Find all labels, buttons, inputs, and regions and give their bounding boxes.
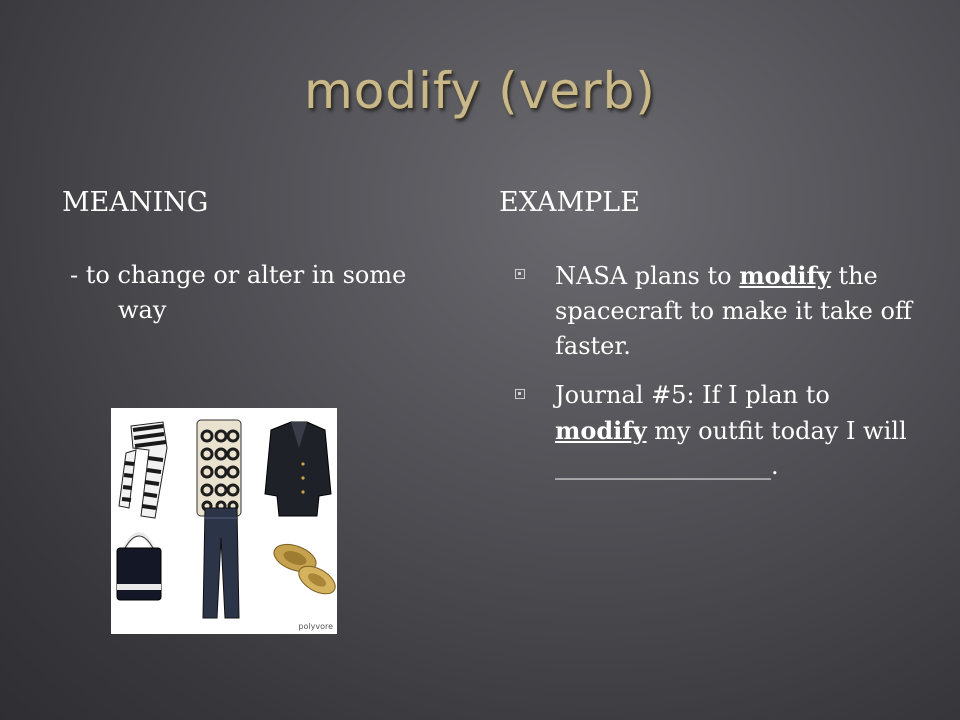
slide-title: modify (verb) <box>304 62 656 120</box>
patterned-top-icon <box>197 420 241 516</box>
tote-bag-icon <box>117 534 161 600</box>
example-text-pre: Journal #5: If I plan to <box>555 381 830 409</box>
outfit-collage-image <box>111 408 337 634</box>
example-item <box>515 378 915 484</box>
meaning-line-2: way <box>118 296 167 324</box>
example-keyword: modify <box>739 261 831 290</box>
jeans-icon <box>203 508 239 618</box>
jacket-icon <box>265 422 331 516</box>
outfit-collage-illustration <box>111 408 337 634</box>
example-keyword: modify <box>555 416 647 445</box>
example-text-pre: NASA plans to <box>555 262 740 290</box>
meaning-line-1: - to change or alter in some <box>70 261 407 289</box>
example-item <box>515 258 915 364</box>
example-text-post: my outfit today I will __________________. <box>555 417 907 480</box>
meaning-text <box>70 258 470 328</box>
square-bullet-icon <box>515 389 525 399</box>
example-heading: EXAMPLE <box>499 187 640 218</box>
gold-flats-icon <box>270 539 337 599</box>
scarf-icon <box>119 422 167 518</box>
square-bullet-icon <box>515 269 525 279</box>
meaning-heading: MEANING <box>62 187 209 218</box>
example-list <box>515 258 915 498</box>
example-text-post: the spacecraft to make it take off faster. <box>555 262 912 360</box>
polyvore-watermark: polyvore <box>298 622 333 631</box>
